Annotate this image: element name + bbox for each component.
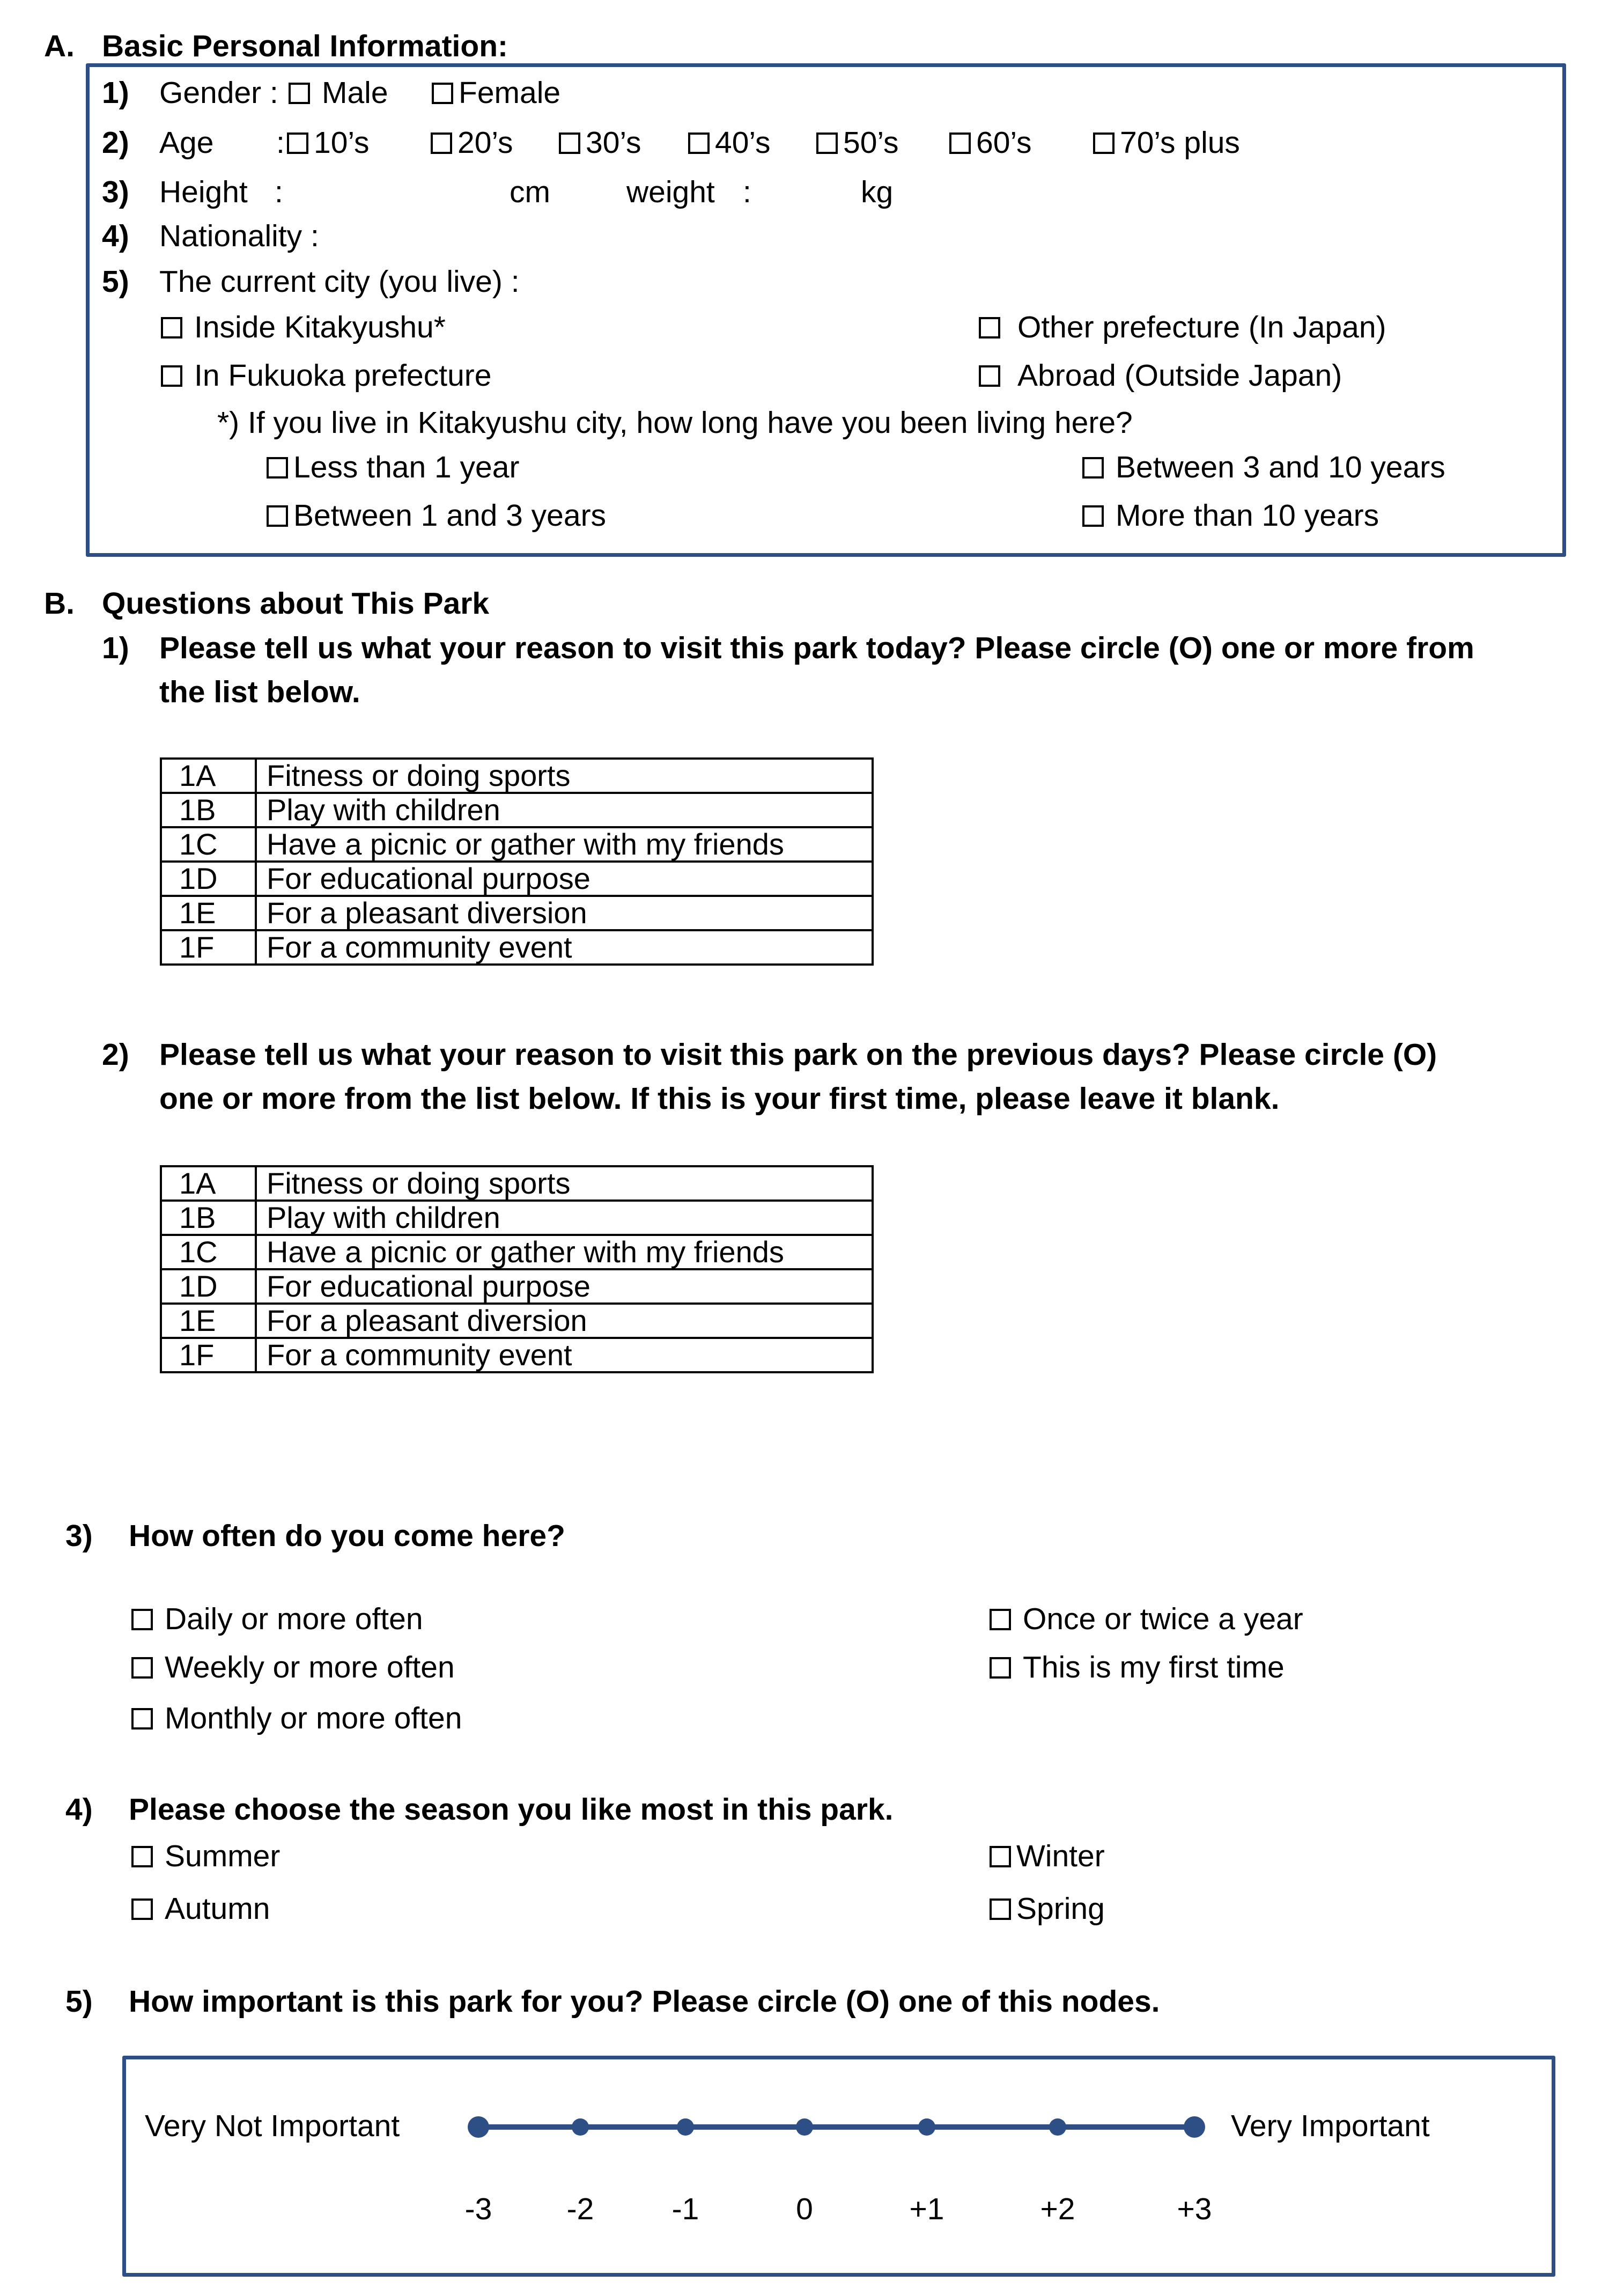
question-number: 3) (65, 1519, 93, 1553)
reason-description: Have a picnic or gather with my friends (256, 827, 873, 862)
age-40s-checkbox[interactable]: 40’s (688, 128, 771, 158)
scale-node-1[interactable] (468, 2116, 489, 2138)
question-number: 4) (102, 219, 129, 253)
freq-first-time-checkbox[interactable]: This is my first time (990, 1652, 1285, 1683)
question-number: 2) (102, 126, 129, 160)
section-a-title: Basic Personal Information: (102, 29, 508, 63)
height-colon: : (275, 175, 283, 209)
b4-question-text: Please choose the season you like most in this park. (129, 1792, 894, 1827)
b3-question-text: How often do you come here? (129, 1519, 565, 1553)
age-70s-plus-checkbox[interactable]: 70’s plus (1093, 128, 1240, 158)
scale-tick-label: -1 (671, 2192, 699, 2226)
b2-reason-row-1a[interactable] (161, 1166, 873, 1201)
reason-description: Fitness or doing sports (256, 1166, 873, 1201)
season-spring-checkbox[interactable]: Spring (990, 1894, 1105, 1924)
question-number: 1) (102, 76, 129, 110)
reason-description: Fitness or doing sports (256, 759, 873, 793)
checkbox-icon (131, 1609, 153, 1630)
section-b-letter: B. (44, 586, 75, 621)
checkbox-icon (990, 1846, 1011, 1867)
question-number: 1) (102, 631, 129, 665)
reason-code[interactable]: 1C (161, 1235, 256, 1269)
b5-question-text: How important is this park for you? Please circle (O) one of this nodes. (129, 1984, 1160, 2019)
checkbox-icon (267, 457, 288, 479)
city-abroad-checkbox[interactable]: Abroad (Outside Japan) (979, 360, 1342, 391)
duration-more-10-checkbox[interactable]: More than 10 years (1082, 501, 1379, 531)
b1-reason-row-1d[interactable] (161, 862, 873, 896)
age-60s-checkbox[interactable]: 60’s (949, 128, 1032, 158)
age-20s-checkbox[interactable]: 20’s (431, 128, 513, 158)
season-autumn-checkbox[interactable]: Autumn (131, 1894, 270, 1924)
b2-reason-row-1e[interactable] (161, 1304, 873, 1338)
question-number: 5) (65, 1984, 93, 2019)
gender-label: Gender : (159, 76, 278, 110)
checkbox-icon (1082, 505, 1104, 527)
scale-node-7[interactable] (1184, 2116, 1205, 2138)
b1-reason-row-1a[interactable] (161, 759, 873, 793)
checkbox-icon (131, 1708, 153, 1730)
checkbox-icon (979, 365, 1000, 387)
scale-tick-label: 0 (796, 2192, 813, 2226)
reason-description: For a pleasant diversion (256, 896, 873, 930)
freq-once-twice-year-checkbox[interactable]: Once or twice a year (990, 1604, 1303, 1635)
reason-code[interactable]: 1B (161, 793, 256, 827)
city-other-prefecture-checkbox[interactable]: Other prefecture (In Japan) (979, 312, 1386, 343)
scale-tick-label: -2 (566, 2192, 594, 2226)
b2-reason-row-1d[interactable] (161, 1269, 873, 1304)
section-a-letter: A. (44, 29, 75, 63)
scale-node-6[interactable] (1049, 2118, 1066, 2136)
b1-reason-row-1c[interactable] (161, 827, 873, 862)
reason-description: For a community event (256, 930, 873, 965)
reason-code[interactable]: 1A (161, 1166, 256, 1201)
checkbox-icon (161, 365, 182, 387)
gender-male-checkbox[interactable]: Male (289, 78, 388, 108)
reason-description: For a pleasant diversion (256, 1304, 873, 1338)
checkbox-icon (990, 1898, 1011, 1920)
season-summer-checkbox[interactable]: Summer (131, 1841, 280, 1872)
scale-node-4[interactable] (796, 2118, 813, 2136)
checkbox-icon (990, 1609, 1011, 1630)
city-fukuoka-checkbox[interactable]: In Fukuoka prefecture (161, 360, 491, 391)
age-50s-checkbox[interactable]: 50’s (816, 128, 899, 158)
scale-node-3[interactable] (677, 2118, 694, 2136)
weight-colon: : (743, 175, 751, 209)
checkbox-icon (161, 317, 182, 338)
scale-node-5[interactable] (918, 2118, 935, 2136)
duration-less-1-checkbox[interactable]: Less than 1 year (267, 452, 519, 483)
b2-reason-row-1f[interactable] (161, 1338, 873, 1372)
city-inside-kitakyushu-checkbox[interactable]: Inside Kitakyushu* (161, 312, 446, 343)
reason-code[interactable]: 1D (161, 1269, 256, 1304)
weight-label: weight (626, 175, 715, 209)
checkbox-icon (131, 1846, 153, 1867)
checkbox-icon (688, 133, 710, 154)
kitakyushu-follow-up: *) If you live in Kitakyushu city, how long have you been living here? (217, 406, 1133, 440)
reason-description: For educational purpose (256, 862, 873, 896)
height-label: Height (159, 175, 248, 209)
b1-reason-row-1e[interactable] (161, 896, 873, 930)
age-label: Age (159, 126, 214, 160)
checkbox-icon (990, 1657, 1011, 1679)
checkbox-icon (1082, 457, 1104, 479)
scale-tick-label: -3 (464, 2192, 492, 2226)
question-number: 4) (65, 1792, 93, 1827)
duration-1-to-3-checkbox[interactable]: Between 1 and 3 years (267, 501, 606, 531)
reason-description: Play with children (256, 1201, 873, 1235)
reason-code[interactable]: 1D (161, 862, 256, 896)
reason-code[interactable]: 1E (161, 1304, 256, 1338)
reason-code[interactable]: 1A (161, 759, 256, 793)
checkbox-icon (979, 317, 1000, 338)
current-city-label: The current city (you live) : (159, 264, 520, 299)
checkbox-icon (289, 83, 310, 104)
b2-question-text-cont: one or more from the list below. If this is your first time, please leave it blank. (159, 1081, 1280, 1116)
checkbox-icon (432, 83, 453, 104)
checkbox-icon (131, 1898, 153, 1920)
section-b-title: Questions about This Park (102, 586, 490, 621)
freq-weekly-checkbox[interactable]: Weekly or more often (131, 1652, 455, 1683)
question-number: 3) (102, 175, 129, 209)
checkbox-icon (267, 505, 288, 527)
reason-code[interactable]: 1E (161, 896, 256, 930)
age-colon: : (276, 126, 285, 160)
season-winter-checkbox[interactable]: Winter (990, 1841, 1105, 1872)
question-number: 5) (102, 264, 129, 299)
weight-unit: kg (861, 175, 894, 209)
b2-reason-row-1c[interactable] (161, 1235, 873, 1269)
scale-node-2[interactable] (572, 2118, 589, 2136)
age-30s-checkbox[interactable]: 30’s (559, 128, 641, 158)
freq-daily-checkbox[interactable]: Daily or more often (131, 1604, 423, 1635)
reason-code[interactable]: 1F (161, 1338, 256, 1372)
gender-female-checkbox[interactable]: Female (432, 78, 560, 108)
b1-question-text-cont: the list below. (159, 675, 360, 709)
checkbox-icon (949, 133, 971, 154)
scale-right-label: Very Important (1231, 2109, 1430, 2143)
scale-tick-label: +2 (1040, 2192, 1075, 2226)
freq-monthly-checkbox[interactable]: Monthly or more often (131, 1703, 462, 1734)
duration-3-to-10-checkbox[interactable]: Between 3 and 10 years (1082, 452, 1445, 483)
b1-reason-row-1b[interactable] (161, 793, 873, 827)
b1-reasons-table (160, 757, 874, 966)
b2-reason-row-1b[interactable] (161, 1201, 873, 1235)
reason-description: For educational purpose (256, 1269, 873, 1304)
b2-question-text: Please tell us what your reason to visit this park on the previous days? Please circle (O) (159, 1037, 1437, 1072)
checkbox-icon (431, 133, 452, 154)
age-10s-checkbox[interactable]: 10’s (287, 128, 370, 158)
importance-scale-box (122, 2056, 1555, 2277)
height-unit: cm (510, 175, 550, 209)
reason-description: Play with children (256, 793, 873, 827)
scale-tick-label: +3 (1177, 2192, 1212, 2226)
scale-left-label: Very Not Important (145, 2109, 400, 2143)
checkbox-icon (287, 133, 308, 154)
checkbox-icon (816, 133, 838, 154)
b1-question-text: Please tell us what your reason to visit this park today? Please circle (O) one or more from (159, 631, 1474, 665)
reason-code[interactable]: 1C (161, 827, 256, 862)
b1-reason-row-1f[interactable] (161, 930, 873, 965)
reason-code[interactable]: 1F (161, 930, 256, 965)
checkbox-icon (1093, 133, 1115, 154)
reason-description: Have a picnic or gather with my friends (256, 1235, 873, 1269)
checkbox-icon (131, 1657, 153, 1679)
b2-reasons-table (160, 1165, 874, 1373)
scale-tick-label: +1 (909, 2192, 944, 2226)
nationality-label: Nationality : (159, 219, 319, 253)
checkbox-icon (559, 133, 580, 154)
reason-code[interactable]: 1B (161, 1201, 256, 1235)
reason-description: For a community event (256, 1338, 873, 1372)
question-number: 2) (102, 1037, 129, 1072)
